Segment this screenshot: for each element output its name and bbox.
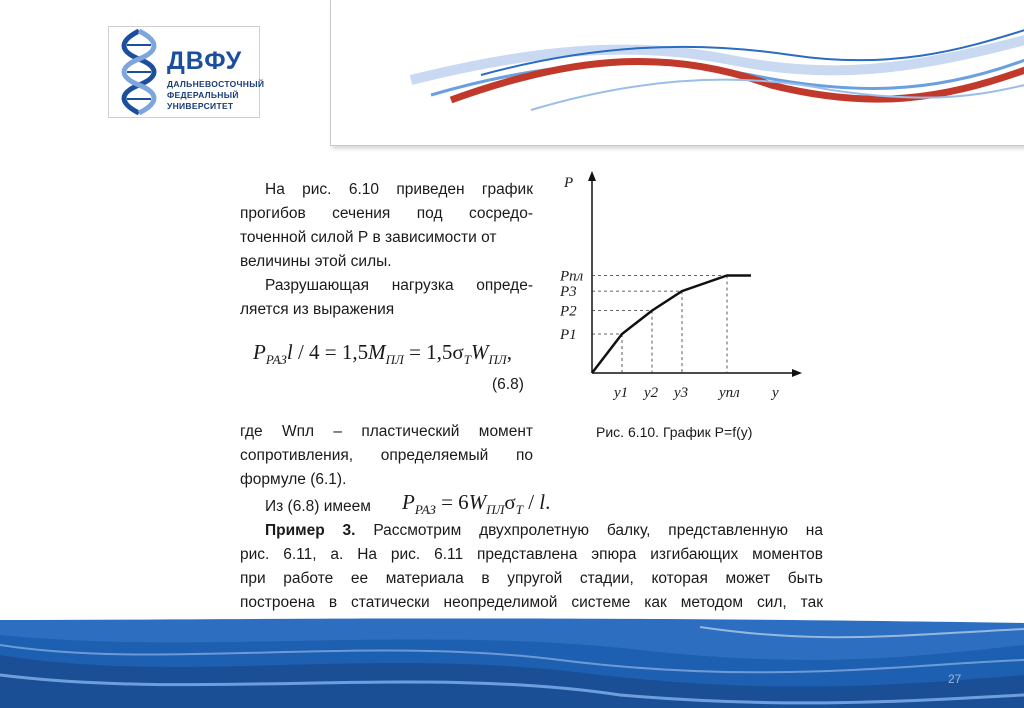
para2-line2: ляется из выражения: [240, 301, 395, 318]
x-axis-label: y: [772, 385, 779, 401]
x-tick-label-3: y3: [674, 385, 689, 401]
footer-wave: [0, 615, 1024, 708]
example-line3: при работе ее материала в упругой стадии, которая может быть: [240, 570, 823, 587]
para1-line1: На рис. 6.10 приведен график: [265, 181, 533, 198]
slide-header: [0, 0, 1024, 150]
x-tick-label-2: y2: [644, 385, 659, 401]
x-tick-label-1: y1: [614, 385, 629, 401]
logo-title: ДВФУ: [167, 47, 243, 75]
formula-result: $P_{РАЗ} = 6W_{ПЛ}\sigma_T / l$.: [402, 490, 551, 518]
figure-caption: Рис. 6.10. График P=f(y): [596, 424, 753, 440]
example-line1: Пример 3. Рассмотрим двухпролетную балку, представленную на: [265, 522, 823, 539]
y-tick-label-3: P3: [560, 284, 577, 301]
p-y-chart: [548, 165, 808, 420]
para3-line3: формуле (6.1).: [240, 471, 347, 488]
y-tick-label-1: P1: [560, 327, 577, 343]
x-axis-arrow: [792, 369, 802, 377]
para2-line1: Разрушающая нагрузка опреде-: [265, 277, 533, 294]
equation-number: (6.8): [492, 376, 524, 393]
para3-line2: сопротивления, определяемый по: [240, 447, 533, 464]
logo-line3: УНИВЕРСИТЕТ: [167, 101, 234, 111]
header-banner: [330, 0, 1024, 146]
formula-6-8: $P_{РАЗ}l / 4 = 1,5M_{ПЛ} = 1,5\sigma_TW_{ПЛ}$,: [253, 340, 512, 368]
x-tick-label-4: yпл: [719, 385, 740, 401]
example-label: Пример 3.: [265, 522, 356, 539]
logo-line1: ДАЛЬНЕВОСТОЧНЫЙ: [167, 79, 265, 89]
example-line4: построена в статически неопределимой системе как методом сил, так: [240, 594, 823, 611]
wave-decoration: [331, 0, 1024, 145]
para3-line1: где Wпл – пластический момент: [240, 423, 533, 440]
example-line2: рис. 6.11, а. На рис. 6.11 представлена эпюра изгибающих моментов: [240, 546, 823, 563]
page-number: 27: [948, 672, 962, 686]
y-axis-arrow: [588, 171, 596, 181]
dna-helix-icon: [109, 27, 169, 117]
para1-line3: точенной силой Р в зависимости от: [240, 229, 497, 246]
para4-prefix: Из (6.8) имеем: [265, 498, 371, 515]
para1-line2: прогибов сечения под сосредо-: [240, 205, 533, 222]
logo-line2: ФЕДЕРАЛЬНЫЙ: [167, 90, 239, 100]
y-tick-label-2: P2: [560, 303, 577, 320]
university-logo: [108, 26, 265, 118]
y-tick-label-4: Pпл: [560, 268, 584, 285]
y-axis-label: P: [564, 175, 574, 191]
para1-line4: величины этой силы.: [240, 253, 392, 270]
